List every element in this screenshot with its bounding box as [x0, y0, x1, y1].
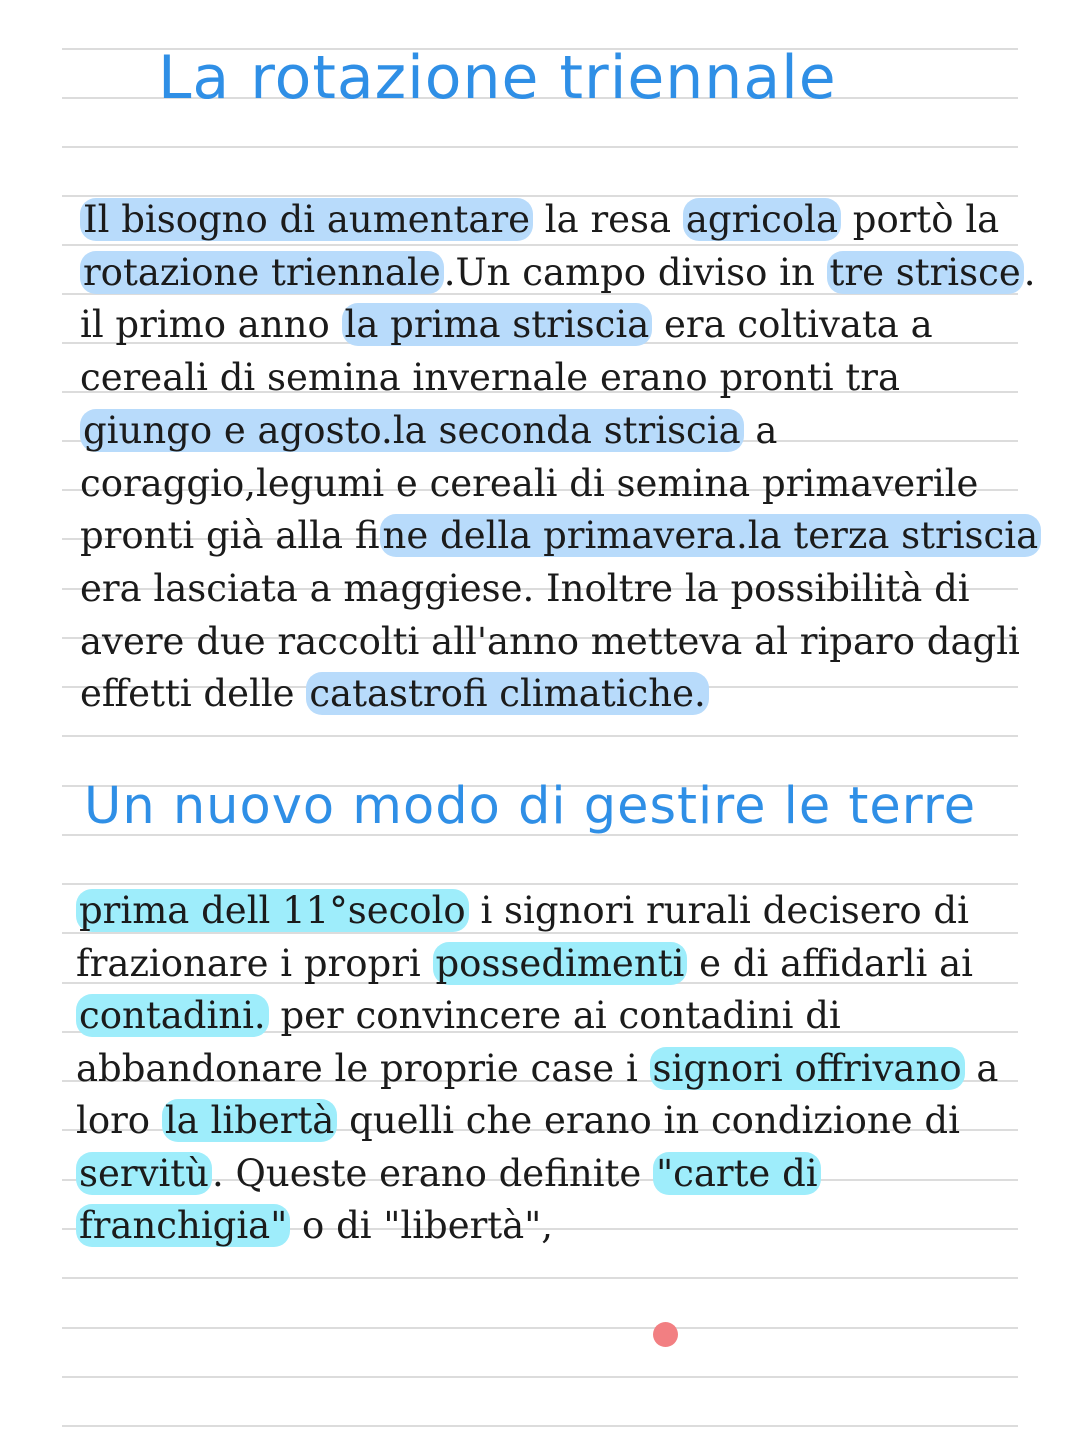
- text-line: [76, 1095, 998, 1148]
- text-segment: abbandonare le proprie case i: [76, 1046, 650, 1090]
- text-line: [80, 510, 1041, 563]
- text-line: [76, 938, 998, 991]
- highlighted-text: agricola: [683, 198, 841, 241]
- text-line: [80, 405, 1041, 458]
- heading-gestire-terre: Un nuovo modo di gestire le terre: [84, 777, 977, 836]
- highlighted-text: contadini.: [76, 994, 269, 1037]
- text-segment: .: [1023, 250, 1036, 294]
- text-segment: frazionare i propri: [76, 941, 433, 985]
- text-segment: a: [964, 1046, 999, 1090]
- text-segment: coraggio,legumi e cereali di semina primaverile: [80, 461, 979, 505]
- paragraph-gestire-terre: [76, 885, 998, 1253]
- text-line: [80, 563, 1041, 616]
- text-segment: pronti già alla fi: [80, 514, 380, 558]
- text-segment: o di "libertà",: [290, 1204, 554, 1247]
- text-segment: il primo anno: [80, 303, 342, 347]
- text-line: [80, 194, 1041, 247]
- text-line: [76, 1200, 998, 1253]
- text-segment: cereali di semina invernale erano pronti tra: [80, 356, 901, 400]
- highlighted-text: rotazione triennale: [80, 251, 444, 294]
- text-line: [80, 299, 1041, 352]
- highlighted-text: franchigia": [76, 1204, 290, 1247]
- text-segment: avere due raccolti all'anno metteva al riparo dagli: [80, 619, 1020, 663]
- text-segment: quelli che erano in condizione di: [337, 1099, 960, 1142]
- text-segment: a: [743, 408, 778, 452]
- text-line: [76, 990, 998, 1043]
- text-segment: .Un campo diviso in: [443, 250, 827, 294]
- text-line: [80, 668, 1041, 721]
- highlighted-text: la prima striscia: [342, 303, 653, 346]
- text-segment: e di affidarli ai: [687, 941, 974, 985]
- highlighted-text: Il bisogno di aumentare: [80, 198, 533, 241]
- highlighted-text: giungo e agosto.la seconda striscia: [80, 409, 744, 452]
- heading-rotazione-triennale: La rotazione triennale: [158, 43, 837, 113]
- text-segment: . Queste erano definite: [212, 1151, 654, 1195]
- text-line: [76, 1148, 998, 1201]
- text-line: [80, 616, 1041, 669]
- highlighted-text: tre strisce: [827, 251, 1024, 294]
- highlighted-text: servitù: [76, 1152, 212, 1195]
- paragraph-rotazione: [80, 194, 1041, 721]
- text-segment: portò la: [841, 198, 1000, 241]
- text-segment: per convincere ai contadini di: [268, 994, 841, 1037]
- highlighted-text: prima dell 11°secolo: [76, 889, 469, 932]
- text-line: [80, 458, 1041, 511]
- highlighted-text: "carte di: [653, 1152, 821, 1195]
- pink-dot-marker: [653, 1322, 678, 1347]
- text-line: [76, 1043, 998, 1096]
- text-segment: loro: [76, 1099, 162, 1142]
- highlighted-text: catastrofi climatiche.: [306, 672, 708, 715]
- text-line: [80, 247, 1041, 300]
- text-segment: la resa: [533, 198, 683, 241]
- highlighted-text: possedimenti: [433, 942, 688, 985]
- text-segment: effetti delle: [80, 672, 307, 716]
- text-segment: era coltivata a: [652, 303, 933, 347]
- highlighted-text: signori offrivano: [650, 1047, 965, 1090]
- highlighted-text: ne della primavera.la terza striscia: [380, 514, 1042, 557]
- text-line: [80, 352, 1041, 405]
- text-line: [76, 885, 998, 938]
- text-segment: era lasciata a maggiese. Inoltre la possibilità di: [80, 566, 970, 610]
- text-segment: i signori rurali decisero di: [468, 889, 969, 932]
- highlighted-text: la libertà: [162, 1099, 338, 1142]
